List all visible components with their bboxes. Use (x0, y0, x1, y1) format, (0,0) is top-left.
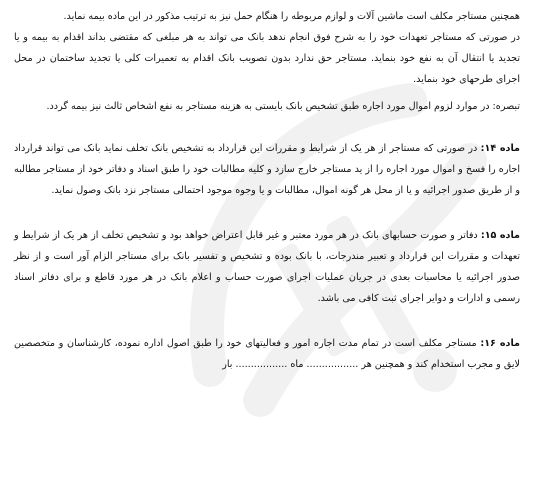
article-14-text: در صورتی که مستاجر از هر یک از شرایط و مقررات این قرارداد به تشخیص بانک تخلف نماید بانک می تواند قرارداد اجاره را فسخ و اموال مورد اجاره را از ید مستاجر خارج سازد و کلیه مطالبات خود را طبق اسناد و دفاتر خود از مستاجر مطالبه و از طریق صدور اجرائیه و یا از محل هر گونه اموال، مطالبات و یا وجوه موجود احتمالی مستاجر نزد بانک وصول نماید. (14, 143, 520, 196)
article-15-text: دفاتر و صورت حسابهای بانک در هر مورد معتبر و غیر قابل اعتراض خواهد بود و تشخیص تخلف از هر یک از شرایط و تعهدات و مقررات این قرارداد و تعبیر مندرجات، با بانک بوده و تشخیص و تفسیر بانک برای مستاجر الزام آور است و از نظر صدور اجرائیه یا محاسبات بعدی در جریان عملیات اجرای صورت حساب و اعلام بانک در هر مورد قاطع و برای دفاتر اسناد رسمی و ادارات و دوایر اجرای ثبت کافی می باشد. (14, 230, 520, 304)
article-16 (0, 333, 538, 375)
article-14-label: ماده ۱۴: (480, 143, 520, 154)
document-body (0, 6, 538, 375)
paragraph-insurance-default: در صورتی که مستاجر تعهدات خود را به شرح فوق انجام ندهد بانک می تواند به هر مبلغی که مقتضی بداند اقدام به بیمه و یا تجدید یا انتقال آن به نفع خود بنماید. مستاجر حق ندارد بدون تصویب بانک اقدام به تعمیرات کلی یا تجدید ساختمان در محل اجرای طرحهای خود بنماید. (14, 32, 520, 85)
article-16-label: ماده ۱۶: (480, 338, 520, 349)
article-15-label: ماده ۱۵: (480, 230, 520, 241)
paragraph-note: تبصره: در موارد لزوم اموال مورد اجاره طبق تشخیص بانک بایستی به هزینه مستاجر به نفع اشخاص ثالث نیز بیمه گردد. (46, 101, 520, 112)
article-15 (0, 225, 538, 309)
paragraph-insurance-transport: همچنین مستاجر مکلف است ماشین آلات و لوازم مربوطه را هنگام حمل نیز به ترتیب مذکور در این ماده بیمه نماید. (63, 11, 520, 22)
article-16-text: مستاجر مکلف است در تمام مدت اجاره امور و فعالیتهای خود را طبق اصول اداره نموده، کارشناسان و متخصصین لایق و مجرب استخدام کند و همچنین هر ................. ماه ................. بار (14, 338, 520, 370)
article-14 (0, 138, 538, 201)
